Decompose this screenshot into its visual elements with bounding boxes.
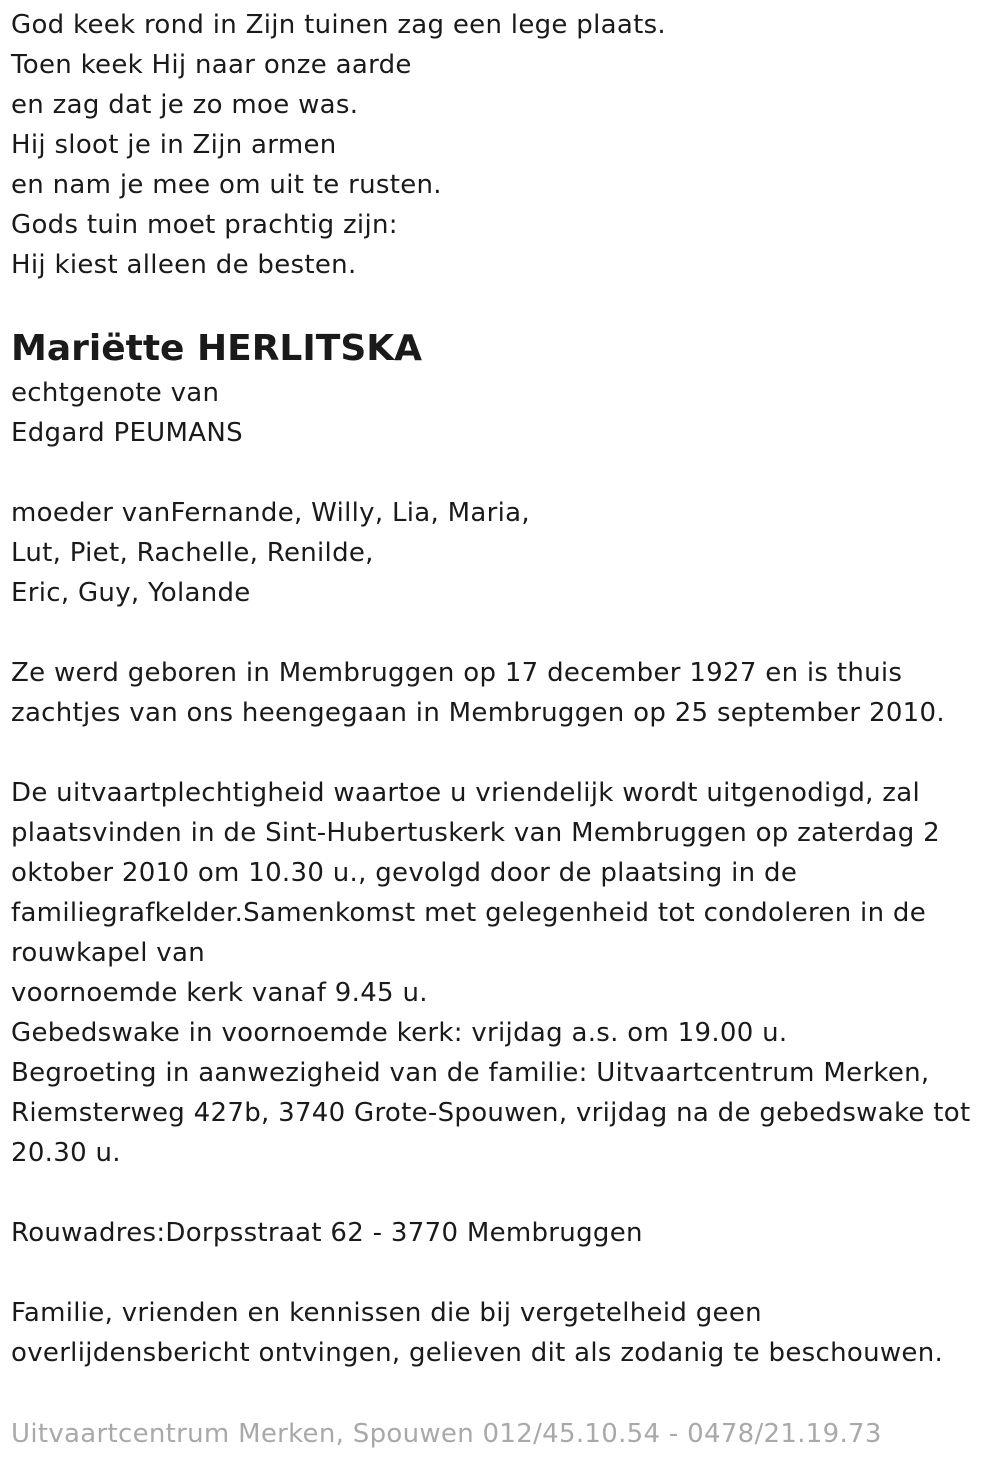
children-line: Lut, Piet, Rachelle, Renilde,: [11, 538, 374, 568]
poem-line: Toen keek Hij naar onze aarde: [11, 50, 412, 80]
funeral-line: De uitvaartplechtigheid waartoe u vriendelijk wordt uitgenodigd, zal: [11, 778, 921, 808]
funeral-details: [11, 773, 1000, 1173]
relation-label: echtgenote van: [11, 378, 220, 408]
poem-line: Hij sloot je in Zijn armen: [11, 130, 337, 160]
children-line: Eric, Guy, Yolande: [11, 578, 251, 608]
life-line: Ze werd geboren in Membruggen op 17 december 1927 en is thuis: [11, 658, 903, 688]
poem-line: Gods tuin moet prachtig zijn:: [11, 210, 398, 240]
life-details: [11, 653, 1000, 733]
poem-line: Hij kiest alleen de besten.: [11, 250, 357, 280]
poem: [11, 5, 1000, 285]
funeral-line: Gebedswake in voornoemde kerk: vrijdag a.s. om 19.00 u.: [11, 1018, 788, 1048]
funeral-home-footer: Uitvaartcentrum Merken, Spouwen 012/45.10.54 - 0478/21.19.73: [11, 1419, 882, 1449]
funeral-line: oktober 2010 om 10.30 u., gevolgd door de plaatsing in de: [11, 858, 798, 888]
funeral-line: familiegrafkelder.Samenkomst met gelegenheid tot condoleren in de: [11, 898, 927, 928]
notice: [11, 1293, 1000, 1373]
mourning-address: Rouwadres:Dorpsstraat 62 - 3770 Membruggen: [11, 1218, 643, 1248]
poem-line: God keek rond in Zijn tuinen zag een lege plaats.: [11, 10, 666, 40]
children-line: moeder vanFernande, Willy, Lia, Maria,: [11, 498, 530, 528]
children-list: [11, 493, 1000, 613]
spouse-name: Edgard PEUMANS: [11, 418, 243, 448]
funeral-line: plaatsvinden in de Sint-Hubertuskerk van Membruggen op zaterdag 2: [11, 818, 940, 848]
notice-line: Familie, vrienden en kennissen die bij vergetelheid geen: [11, 1298, 762, 1328]
deceased-name: Mariëtte HERLITSKA: [11, 328, 423, 369]
poem-line: en nam je mee om uit te rusten.: [11, 170, 442, 200]
life-line: zachtjes van ons heengegaan in Membruggen op 25 september 2010.: [11, 698, 945, 728]
funeral-line: Riemsterweg 427b, 3740 Grote-Spouwen, vrijdag na de gebedswake tot: [11, 1098, 971, 1128]
funeral-line: Begroeting in aanwezigheid van de familie: Uitvaartcentrum Merken,: [11, 1058, 930, 1088]
funeral-line: 20.30 u.: [11, 1138, 121, 1168]
notice-line: overlijdensbericht ontvingen, gelieven dit als zodanig te beschouwen.: [11, 1338, 944, 1368]
funeral-line: rouwkapel van: [11, 938, 205, 968]
funeral-line: voornoemde kerk vanaf 9.45 u.: [11, 978, 428, 1008]
poem-line: en zag dat je zo moe was.: [11, 90, 359, 120]
